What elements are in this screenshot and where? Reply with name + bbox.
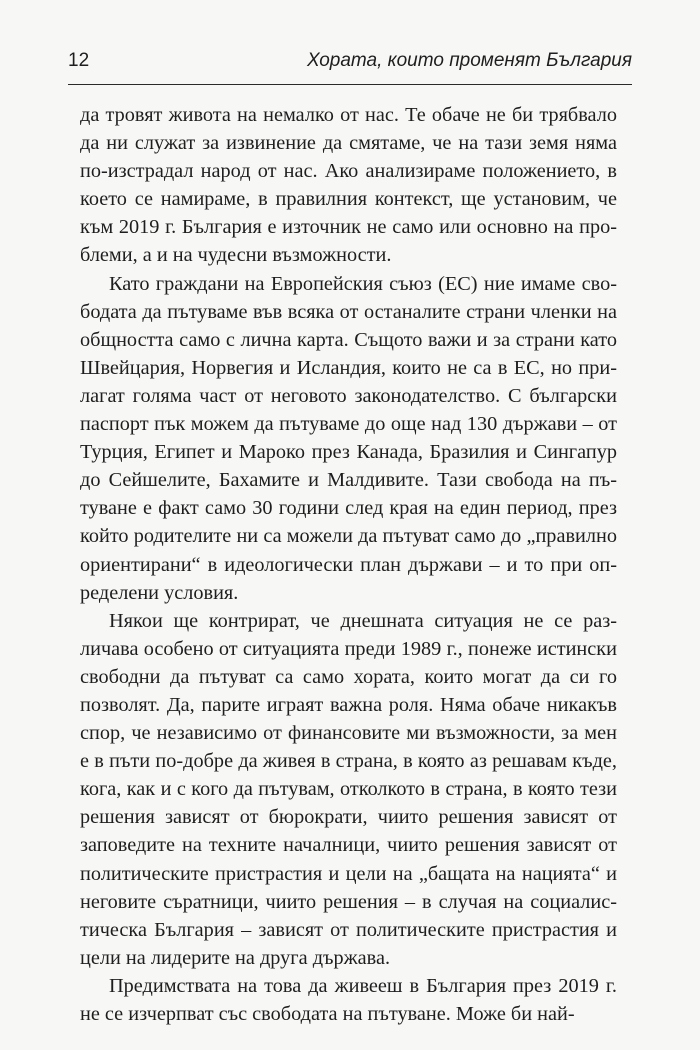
- body-text: [80, 101, 617, 1028]
- paragraph-1: да тровят живота на немалко от нас. Те обаче не би трябвало да ни служат за извинение да смятаме, че на тази земя няма по-изстрадал народ от нас. Ако анализираме положението, в което се намираме, в правилния контекст, ще установим, че към 2019 г. България е източник не само или основно на проблеми, а и на чудесни възможности.: [80, 104, 617, 267]
- paragraph-4: Предимствата на това да живееш в България през 2019 г. не се изчерпват със свободата на пътуване. Може би най-: [80, 974, 617, 1025]
- paragraph-2: Като граждани на Европейския съюз (ЕС) ние имаме свободата да пътуваме във всяка от останалите страни членки на общността само с лична карта. Същото важи и за страни като Швейцария, Норвегия и Исландия, които не са в ЕС, но прилагат голяма част от неговото законодателство. С български паспорт пък можем да пътуваме до още над 130 държави – от Турция, Египет и Мароко през Канада, Бразилия и Сингапур до Сейшелите, Бахамите и Малдивите. Тази свобода на пътуване е факт само 30 години след края на един период, през който родителите ни са можели да пътуват само до „правилно ориентирани“ в идеологически план държави – и то при определени условия.: [80, 272, 617, 604]
- page-number: 12: [68, 50, 90, 71]
- paragraph-3: Някои ще контрират, че днешната ситуация не се различава особено от ситуацията преди 1989 г., понеже истински свободни да пътуват са само хората, които могат да си го позволят. Да, парите играят важна роля. Няма обаче никакъв спор, че независимо от финансовите ми възможности, за мен е в пъти по-добре да живея в страна, в която аз решавам къде, кога, как и с кого да пътувам, отколкото в страна, в която тези решения зависят от бюрократи, чиито решения зависят от заповедите на техните началници, чиито решения зависят от политическите пристрастия и цели на „бащата на нацията“ и неговите съратници, чиито решения – в случая на социалистическа България – зависят от политическите пристрастия и цели на лидерите на друга държава.: [80, 609, 617, 969]
- running-header: [68, 44, 632, 85]
- running-title: Хората, които променят България: [306, 50, 632, 71]
